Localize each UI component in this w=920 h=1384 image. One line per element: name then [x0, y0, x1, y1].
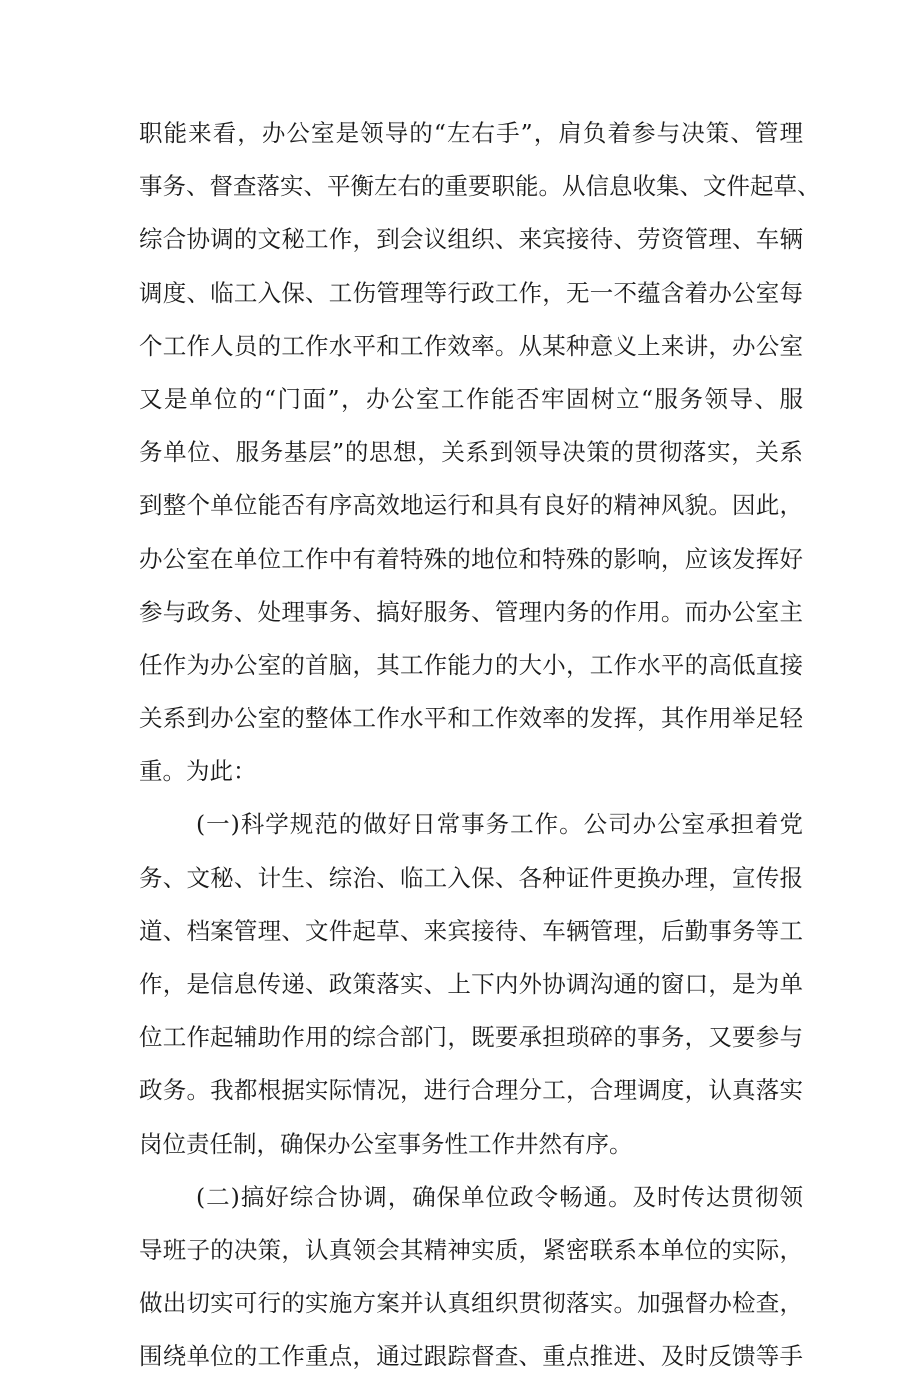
text-line: 位工作起辅助作用的综合部门，既要承担琐碎的事务，又要参与 — [139, 1023, 803, 1052]
text-line: 道、档案管理、文件起草、来宾接待、车辆管理，后勤事务等工 — [139, 916, 803, 945]
paragraph-heading-2: (二)搞好综合协调，确保单位政令畅通。及时传达贯彻领 — [196, 1182, 803, 1211]
text-line: 做出切实可行的实施方案并认真组织贯彻落实。加强督办检查， — [139, 1289, 803, 1318]
text-line: 重。为此： — [139, 757, 257, 786]
text-line: 任作为办公室的首脑，其工作能力的大小，工作水平的高低直接 — [139, 650, 803, 679]
paragraph-heading-1: (一)科学规范的做好日常事务工作。公司办公室承担着党 — [196, 810, 803, 839]
text-line: 职能来看，办公室是领导的“左右手”，肩负着参与决策、管理 — [139, 119, 803, 147]
text-line: 围绕单位的工作重点，通过跟踪督查、重点推进、及时反馈等手 — [139, 1342, 803, 1371]
text-line: 综合协调的文秘工作，到会议组织、来宾接待、劳资管理、车辆 — [139, 225, 803, 254]
body-text — [139, 107, 821, 1384]
text-line: 政务。我都根据实际情况，进行合理分工，合理调度，认真落实 — [139, 1076, 803, 1105]
text-line: 个工作人员的工作水平和工作效率。从某种意义上来讲，办公室 — [139, 331, 803, 360]
text-line: 事务、督查落实、平衡左右的重要职能。从信息收集、文件起草、 — [139, 172, 821, 201]
text-line: 办公室在单位工作中有着特殊的地位和特殊的影响，应该发挥好 — [139, 544, 803, 573]
text-line: 参与政务、处理事务、搞好服务、管理内务的作用。而办公室主 — [139, 597, 803, 626]
text-line: 调度、临工入保、工伤管理等行政工作，无一不蕴含着办公室每 — [139, 278, 803, 307]
text-line: 务单位、服务基层”的思想，关系到领导决策的贯彻落实，关系 — [139, 438, 803, 467]
text-line: 又是单位的“门面”，办公室工作能否牢固树立“服务领导、服 — [139, 384, 803, 413]
text-line: 到整个单位能否有序高效地运行和具有良好的精神风貌。因此， — [139, 491, 803, 520]
text-line: 岗位责任制，确保办公室事务性工作井然有序。 — [139, 1129, 633, 1158]
text-line: 作，是信息传递、政策落实、上下内外协调沟通的窗口，是为单 — [139, 970, 803, 998]
text-line: 关系到办公室的整体工作水平和工作效率的发挥，其作用举足轻 — [139, 704, 803, 733]
text-line: 导班子的决策，认真领会其精神实质，紧密联系本单位的实际， — [139, 1235, 803, 1264]
text-line: 务、文秘、计生、综治、临工入保、各种证件更换办理，宣传报 — [139, 863, 803, 892]
